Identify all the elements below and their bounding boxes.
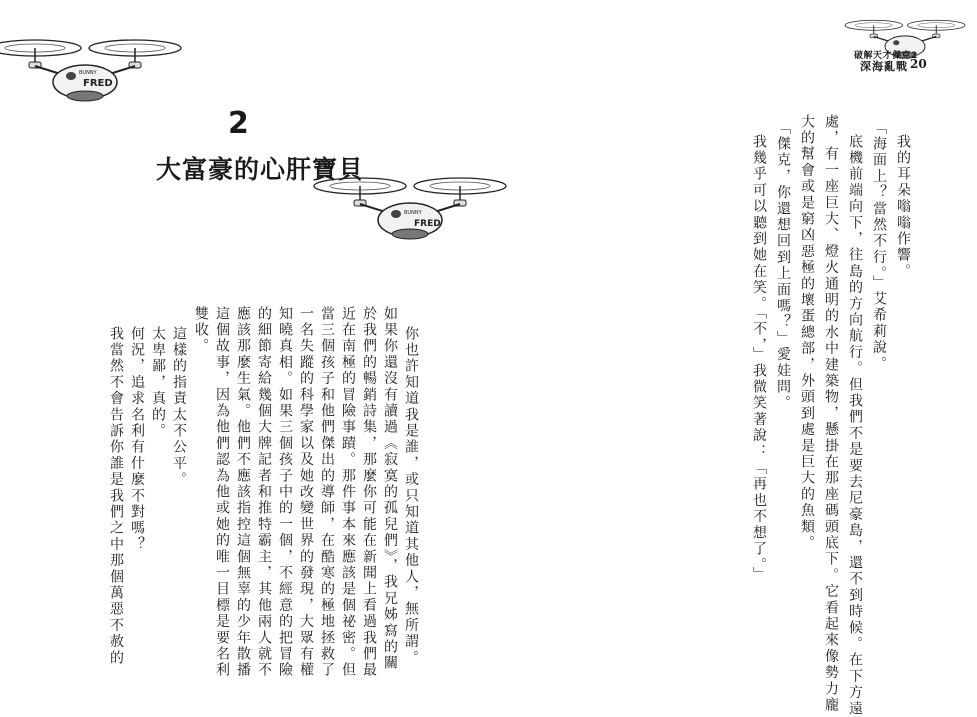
drone-label-center: FRED <box>414 219 441 229</box>
body-column-1: 你也許知道我是誰，或只知道其他人，無所謂。 <box>403 326 419 667</box>
page-number: 20 <box>910 57 927 71</box>
body-column-7: 我幾乎可以聽到她在笑。「不，」我微笑著說：「再也不想了。」 <box>751 134 767 583</box>
body-column-11: 雙收。 <box>193 306 209 355</box>
body-column-8: 的細節寄給幾個大牌記者和推特霸主，其他兩人就不 <box>256 306 272 679</box>
body-column-12: 這樣的指責太不公平。 <box>171 326 187 488</box>
drone-sublabel: BUNNY <box>79 70 97 76</box>
body-column-13: 太卑鄙，真的。 <box>150 326 166 440</box>
right-page <box>488 0 977 717</box>
body-column-10: 這個故事，因為他們認為他或她的唯一目標是要名利 <box>214 306 230 679</box>
body-column-5: 當三個孩子和他們傑出的導師，在酷寒的極地拯救了 <box>319 306 335 679</box>
body-column-6: 一名失蹤的科學家以及她改變世界的發現，大眾有權 <box>298 306 314 679</box>
body-column-2: 如果你還沒有讀過《寂寞的孤兒們》，我兄姊寫的關 <box>382 306 398 672</box>
body-column-5: 大的幫會或是窮凶惡極的壞蛋總部，外頭到處是巨大的魚類。 <box>799 114 815 552</box>
running-head-title: 深海亂戰 <box>860 60 908 73</box>
left-page <box>0 0 488 682</box>
body-column-4: 處，有一座巨大、燈火通明的水中建築物，懸掛在那座碼頭底下。它看起來像勢力龐 <box>823 114 839 714</box>
body-column-6: 「傑克，你還想回到上面嗎？」愛娃問。 <box>775 120 791 412</box>
body-column-1: 我的耳朵嗡嗡作響。 <box>895 134 911 280</box>
body-column-14: 何況，追求名利有什麼不對嗎？ <box>129 326 145 553</box>
body-column-9: 應該那麼生氣。他們不應該指控這個無辜的少年散播 <box>235 306 251 679</box>
chapter-title: 大富豪的心肝寶貝 <box>156 155 365 184</box>
body-column-3: 於我們的暢銷詩集，那麼你可能在新聞上看過我們最 <box>361 306 377 679</box>
body-column-15: 我當然不會告訴你誰是我們之中那個萬惡不赦的 <box>108 326 124 667</box>
body-column-4: 近在南極的冒險事蹟。那件事本來應該是個祕密。但 <box>340 306 356 679</box>
running-head-series: 破解天才傑克2 <box>854 51 918 61</box>
drone-illustration-top-left <box>0 30 170 120</box>
chapter-number: 2 <box>228 106 249 141</box>
body-column-3: 底機前端向下，往島的方向航行。但我們不是要去尼豪島，還不到時候。在下方遠 <box>847 134 863 717</box>
body-column-2: 「海面上？當然不行。」艾希莉說。 <box>871 120 887 373</box>
drone-illustration-center <box>330 170 490 260</box>
drone-label: FRED <box>83 78 113 89</box>
drone-sublabel-center: BUNNY <box>404 210 422 216</box>
body-column-7: 知曉真相。如果三個孩子中的一個，不經意的把冒險 <box>277 306 293 679</box>
